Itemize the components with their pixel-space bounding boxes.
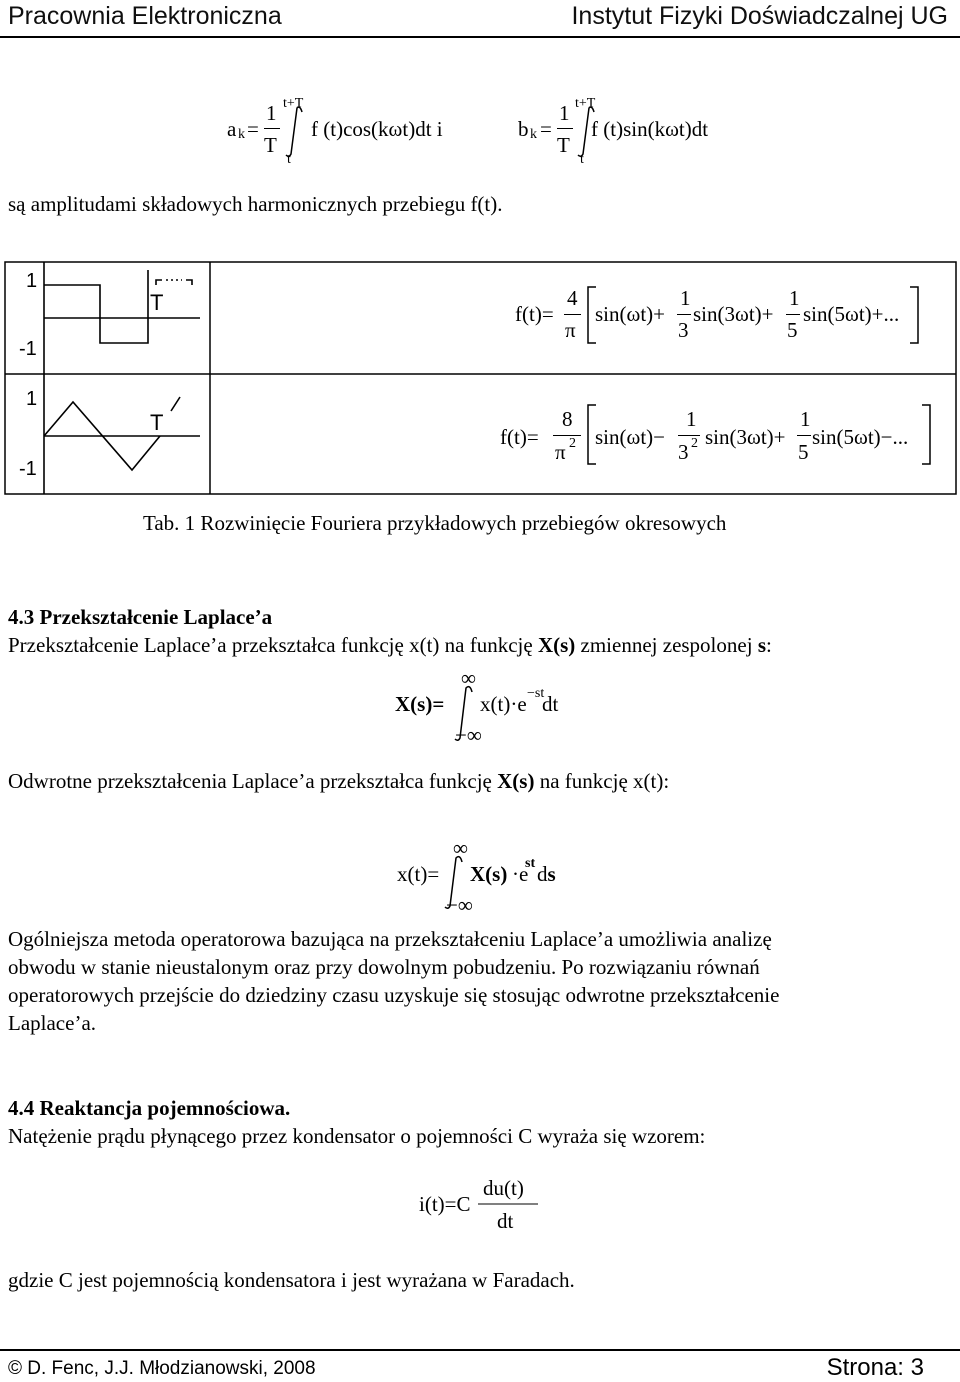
eq2-e: ·e bbox=[512, 862, 529, 886]
square-y-top: 1 bbox=[26, 270, 38, 292]
square-frac2-num: 1 bbox=[680, 286, 691, 310]
eq2-ds bbox=[537, 862, 556, 887]
triangle-frac2-den-exp: 2 bbox=[691, 436, 698, 451]
footer-rule bbox=[0, 1349, 960, 1351]
triangle-frac3-den: 5 bbox=[798, 440, 809, 464]
p3-line: Laplace’a. bbox=[8, 1011, 97, 1035]
table-caption: Tab. 1 Rozwinięcie Fouriera przykładowych przebiegów okresowych bbox=[143, 511, 727, 535]
ak-upper-limit: t+T bbox=[283, 96, 304, 111]
p3-line: Ogólniejsza metoda operatorowa bazująca na przekształceniu Laplace’a umożliwia analizę bbox=[8, 927, 772, 951]
header-left: Pracownia Elektroniczna bbox=[8, 2, 282, 30]
triangle-coef-num: 8 bbox=[562, 407, 573, 431]
header-right: Instytut Fizyki Doświadczalnej UG bbox=[571, 2, 948, 30]
bk-body: f (t)sin(kωt)dt bbox=[591, 117, 709, 141]
square-term2: sin(3ωt)+ bbox=[693, 302, 774, 326]
bk-equals: = bbox=[540, 117, 552, 141]
section-43-paragraph-1 bbox=[8, 631, 772, 659]
eq1-lower: −∞ bbox=[455, 723, 482, 747]
square-period-label: T bbox=[150, 290, 164, 315]
section-43-heading: 4.3 Przekształcenie Laplace’a bbox=[8, 605, 273, 629]
footer-left: © D. Fenc, J.J. Młodzianowski, 2008 bbox=[8, 1358, 316, 1379]
eq2-ds-s: s bbox=[547, 862, 556, 886]
p1-text-a: Przekształcenie Laplace’a przekształca funkcję x(t) na funkcję bbox=[8, 633, 538, 657]
p1-text-b: zmiennej zespolonej bbox=[575, 633, 758, 657]
ak-symbol: a bbox=[227, 117, 237, 141]
square-lhs: f(t)= bbox=[515, 302, 554, 326]
eq2-lhs: x(t)= bbox=[397, 862, 440, 886]
section-44-heading: 4.4 Reaktancja pojemnościowa. bbox=[8, 1096, 291, 1120]
it-lhs: i(t)=C bbox=[419, 1192, 471, 1216]
triangle-lhs: f(t)= bbox=[500, 425, 539, 449]
square-term1: sin(ωt)+ bbox=[595, 302, 665, 326]
eq2-upper: ∞ bbox=[453, 836, 468, 860]
triangle-frac3-num: 1 bbox=[800, 407, 811, 431]
eq2-X: X(s) bbox=[470, 862, 508, 886]
square-frac3-num: 1 bbox=[789, 286, 800, 310]
square-frac3-den: 5 bbox=[787, 318, 798, 342]
intro-paragraph: są amplitudami składowych harmonicznych przebiegu f(t). bbox=[8, 192, 503, 216]
triangle-term1: sin(ωt)− bbox=[595, 425, 665, 449]
series-brackets bbox=[588, 287, 930, 464]
bk-denominator: T bbox=[557, 133, 570, 157]
p3-line: obwodu w stanie nieustalonym oraz przy dowolnym pobudzeniu. Po rozwiązaniu równań bbox=[8, 955, 760, 979]
triangle-wave-plot bbox=[44, 374, 200, 494]
p2-text-X: X(s) bbox=[497, 769, 535, 793]
section-44-paragraph-1: Natężenie prądu płynącego przez kondensator o pojemności C wyraża się wzorem: bbox=[8, 1124, 706, 1148]
square-left-bracket bbox=[588, 287, 596, 343]
triangle-coef-den: π bbox=[555, 440, 566, 464]
eq2-lower: −∞ bbox=[446, 893, 473, 917]
p1-text-X: X(s) bbox=[537, 633, 576, 657]
section-43-paragraph-2 bbox=[8, 767, 669, 795]
square-frac2-den: 3 bbox=[678, 318, 689, 342]
it-numerator: du(t) bbox=[483, 1176, 524, 1200]
triangle-right-bracket bbox=[922, 405, 930, 464]
ak-subscript: k bbox=[238, 127, 245, 142]
eq1-body-b: dt bbox=[542, 692, 559, 716]
ak-lower-limit: t bbox=[287, 152, 291, 167]
triangle-frac2-den: 3 bbox=[678, 440, 689, 464]
bk-upper-limit: t+T bbox=[575, 96, 596, 111]
triangle-coef-den-exp: 2 bbox=[569, 436, 576, 451]
p2-text-a: Odwrotne przekształcenia Laplace’a przekształca funkcję bbox=[8, 769, 498, 793]
p3-line: operatorowych przejście do dziedziny czasu uzyskuje się stosując odwrotne przekształcenie bbox=[8, 983, 780, 1007]
eq2-exponent: st bbox=[525, 856, 536, 871]
square-coef-den: π bbox=[565, 318, 576, 342]
triangle-period-marker bbox=[171, 397, 180, 411]
triangle-frac2-num: 1 bbox=[686, 407, 697, 431]
bk-symbol: b bbox=[518, 117, 529, 141]
bk-subscript: k bbox=[530, 127, 537, 142]
triangle-left-bracket bbox=[588, 405, 596, 464]
square-wave-line bbox=[44, 270, 148, 343]
square-y-bottom: -1 bbox=[19, 338, 37, 360]
triangle-term3: sin(5ωt)−... bbox=[812, 425, 909, 449]
triangle-y-bottom: -1 bbox=[19, 458, 37, 480]
eq1-upper: ∞ bbox=[461, 666, 476, 690]
section-44-paragraph-2: gdzie C jest pojemnością kondensatora i jest wyrażana w Faradach. bbox=[8, 1268, 575, 1292]
square-right-bracket bbox=[910, 287, 918, 343]
square-coef-num: 4 bbox=[567, 286, 578, 310]
triangle-y-top: 1 bbox=[26, 388, 38, 410]
it-denominator: dt bbox=[497, 1209, 514, 1233]
ak-body: f (t)cos(kωt)dt i bbox=[311, 117, 443, 141]
triangle-term2: sin(3ωt)+ bbox=[705, 425, 786, 449]
ak-equals: = bbox=[247, 117, 259, 141]
square-term3: sin(5ωt)+... bbox=[803, 302, 900, 326]
ak-numerator: 1 bbox=[266, 101, 277, 125]
eq2-ds-d: d bbox=[537, 862, 548, 886]
ak-denominator: T bbox=[264, 133, 277, 157]
square-period-marker bbox=[156, 280, 192, 285]
square-wave-plot bbox=[44, 262, 200, 374]
bk-integral-sign bbox=[578, 107, 594, 156]
eq1-lhs: X(s)= bbox=[395, 692, 445, 716]
footer-page-number: Strona: 3 bbox=[826, 1354, 924, 1381]
ak-integral-sign bbox=[286, 107, 302, 156]
p1-text-c: : bbox=[766, 633, 772, 657]
p1-text-s: s bbox=[757, 633, 766, 657]
triangle-period-label: T bbox=[150, 410, 164, 435]
bk-numerator: 1 bbox=[559, 101, 570, 125]
eq1-body-a: x(t)·e bbox=[480, 692, 527, 716]
bk-lower-limit: t bbox=[580, 152, 584, 167]
eq1-exponent: −st bbox=[527, 686, 545, 701]
p2-text-b: na funkcję x(t): bbox=[534, 769, 670, 793]
